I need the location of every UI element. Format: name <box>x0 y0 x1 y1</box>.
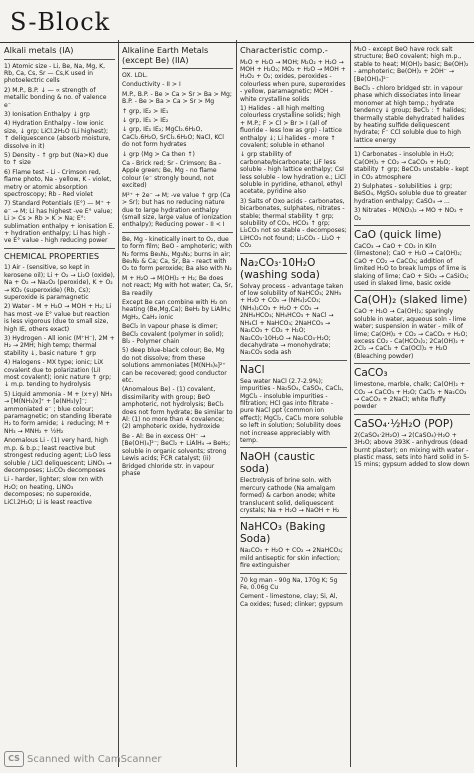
divider <box>240 360 347 361</box>
note-item: 2(CaSO₄·2H₂O) → 2(CaSO₄)·H₂O + 3H₂O; above 393K - anhydrous (dead burnt plaster); on mixing with water - plastic mass, sets into hard solid in 5-15 mins; gypsum added to slow down <box>354 431 470 469</box>
note-item: 2) Water - M + H₂O → MOH + H₂; Li has most -ve E° value but reaction is less vigorous (due to small size, high IE, others exact) <box>4 303 112 333</box>
note-item: M²⁺ + 2e⁻ → M; -ve value ↑ grp (Ca > Sr); but has no reducing nature due to large hydration enthalpy (small size, large value of ionization enthalpy); Reducing power - II < I <box>122 191 232 229</box>
compounds-header: Characteristic comp.- <box>240 46 328 55</box>
note-item: ↓ grp, IE₁ > IE₂ <box>122 117 169 125</box>
sodium-carbonate-header: Na₂CO₃·10H₂O (washing soda) <box>240 256 320 281</box>
divider <box>122 68 233 69</box>
note-item: 5) Density - ↑ grp but (Na>K) due to ↑ size <box>4 151 109 167</box>
divider <box>122 232 233 233</box>
note-item: CaCO₃ → CaO + CO₂ in Kiln (limestone); CaO + H₂O → Ca(OH)₂; CaO + CO₂ → CaCO₃; addition of limited H₂O to break lumps of lime is slaking of lime; CaO + SiO₂ → CaSiO₃; used in slaked lime, basic oxide <box>354 242 469 287</box>
note-item: Li - harder, lighter; slow rxn with H₂O; on heating, LiNO₃ decomposes; no superoxide, LiCl.2H₂O; Li is least reactive <box>4 476 104 506</box>
note-item: Na₂CO₃ + H₂O + CO₂ → 2NaHCO₃; mild antiseptic for skin infection; fire extinguisher <box>240 547 343 570</box>
note-item: BeCl₂ - chloro bridged str. in vapour phase which dissociates into linear monomer at high temp.; hydrate tendency ↓ group; BeCl₂ : ↑ halides; thermally stable dehydrated halides by heating sulfide deliquescent hydrate; F⁻ CCl soluble due to high lattice energy <box>354 85 467 144</box>
note-item: 70 kg man - 90g Na, 170g K; 5g Fe, 0.06g Cu <box>240 576 338 592</box>
divider <box>4 59 115 60</box>
chemical-properties-header: CHEMICAL PROPERTIES <box>4 250 100 261</box>
alkali-header: Alkali metals (IA) <box>4 46 74 55</box>
note-item: 3) Hydrogen - All ionic (M⁺H⁻), 2M + H₂ → 2MH; high temp; thermal stability ↓, basic nature ↑ grp <box>4 335 115 357</box>
note-item: 2) Sulphates - solubilities ↓ grp; BeSO₄, MgSO₄ soluble due to greater hydration enthalpy; CaSO₄ → ... <box>354 182 467 205</box>
note-item: OX. LDL. <box>122 72 148 79</box>
note-item: Anomalous Li - (1) very hard, high m.p. & b.p.; least reactive but strongest reducing agent; Li₂O less soluble / LiCl deliquescent; LiNO₃ → decomposes; Li₂CO₃ decomposes <box>4 437 112 474</box>
note-item: BeCl₂ in vapour phase is dimer; BeCl₂ covalent (polymer in solid); Bl₂ - Polymer chain <box>122 323 224 345</box>
note-item: 3) Salts of Oxo acids - carbonates, bicarbonates, sulphates, nitrates - stable; thermal stability ↑ grp; solubility of CO₃, HCO₃ ↑ grp; Li₂CO₃ not so stable - decomposes; LiHCO₃ not found; Li₂CO₃ - Li₂O + CO₂ <box>240 197 347 250</box>
page-title: S-Block <box>10 8 111 36</box>
note-item: 1) Air - (sensitive, so kept in kerosene oil); Li + O₂ → Li₂O (oxide), Na + O₂ → Na₂O₂ (peroxide), K + O₂ → KO₂ (superoxide) (Rb, Cs); superoxide is paramagnetic <box>4 264 115 301</box>
note-item: Ca - Brick red; Sr - Crimson; Ba - Apple green; Be, Mg - no flame colour (e⁻ strongly bound, not excited) <box>122 160 221 190</box>
note-item: M₂O + H₂O → MOH; M₂O₂ + H₂O → MOH + H₂O₂; MO₂ + H₂O → MOH + H₂O₂ + O₂; oxides, peroxides - colourless when pure, superoxides - yellow, paramagnetic; MOH - white crystalline solids <box>240 58 346 103</box>
alkali-column <box>4 46 115 768</box>
title-divider <box>0 42 474 43</box>
plaster-of-paris-header: CaSO₄·½H₂O (POP) <box>354 417 454 430</box>
divider <box>240 447 347 448</box>
note-item: Electrolysis of brine soln. with mercury cathode (Na amalgam formed) & carbon anode; white translucent solid, deliquescent crystals; Na + H₂O → NaOH + H₂ <box>240 477 340 514</box>
note-item: 1) Atomic size - Li, Be, Na, Mg, K, Rb, Ca, Cs, Sr — Cs,K used in photoelectric cells <box>4 62 106 85</box>
divider <box>354 363 470 364</box>
note-item: 5) Liquid ammonia - M + (x+y) NH₃ → [M(NH₃)x]⁺ + [e(NH₃)y]⁻; ammoniated e⁻ ; blue colour; paramagnetic; on standing liberate H₂ to form amide; ↓ reducing; M + NH₃ → MNH₂ + ½H₂ <box>4 390 113 435</box>
note-item: 4) Halogens - MX type; ionic; LiX covalent due to polarization (LiI most covalent); ionic nature ↑ grp; ↓ m.p. tending to hydrolysis <box>4 359 112 389</box>
camscanner-watermark <box>4 751 162 767</box>
note-item: 2) M.P., B.P. ↓ — ∝ strength of metallic bonding & no. of valence e⁻ <box>4 86 107 109</box>
note-item: 6) Flame test - Li - Crimson red, flame photo, Na - yellow, K - violet, metry or atomic absorption spectroscopy; Rb - Red violet <box>4 168 112 198</box>
note-item: 1) Carbonates - insoluble in H₂O; Ca(OH)₂ + CO₂ → CaCO₃ + H₂O; stability ↑ grp; BeCO₃ unstable - kept in CO₂ atmosphere <box>354 151 469 181</box>
alkaline-header: Alkaline Earth Metals (except Be) (IIA) <box>122 46 209 65</box>
sodium-bicarbonate-header: NaHCO₃ (Baking Soda) <box>240 521 326 546</box>
note-item: 1) Halides - all high melting colourless crystalline solids; high + M.P.; F > Cl > Br > I (all of fluoride - less low as grp) - lattice enthalpy ↓; Li halides - more ↑ covalent; soluble in ethanol <box>240 104 342 149</box>
note-item: Except Be can combine with H₂ on heating (Be,Mg,Ca); BeH₂ by LiAlH₄; MgH₂, CaH₂ ionic <box>122 298 232 321</box>
column-divider-1 <box>118 40 119 767</box>
note-item: ↓ grp (Mg > Ca then ↑) <box>122 150 195 158</box>
note-item: M₂O - except BeO have rock salt structure; BeO covalent; high m.p., stable to heat; M(OH)₂ basic; Be(OH)₂ - amphoteric; Be(OH)₂ + 2OH⁻ → [Be(OH)₄]²⁻ <box>354 46 469 83</box>
note-item: ↓ grp stability of carbonate/bicarbonate; LiF less soluble - high lattice enthalpy; CsI less soluble - low hydration e.; LiCl soluble in pyridine, ethanol, ethyl acetate, pyridine also <box>240 151 346 196</box>
note-item: ↑ grp, IE₂ > IE₁ <box>122 107 169 115</box>
divider <box>354 147 470 148</box>
compounds-column <box>240 46 347 768</box>
calcium-oxide-header: CaO (quick lime) <box>354 228 442 241</box>
note-item: Cement - limestone, clay; Si, Al, Ca oxides; fused; clinker; gypsum <box>240 593 343 608</box>
calcium-hydroxide-header: Ca(OH)₂ (slaked lime) <box>354 294 468 307</box>
note-item: 7) Standard Potentials (E°) — M⁺ + e⁻ → M; Li has highest -ve E° value; Li > Cs > Rb > K > Na; E°: sublimation enthalpy + ionisation E. + hydration enthalpy; Li has high -ve E° value - high reducing power <box>4 200 115 245</box>
divider <box>240 573 347 574</box>
alkaline-compounds-column <box>354 46 470 746</box>
note-item: Solvay process - advantage taken of low solubility of NaHCO₃; 2NH₃ + H₂O + CO₂ → (NH₄)₂CO₃; (NH₄)₂CO₃ + H₂O + CO₂ → 2NH₄HCO₃; NH₄HCO₃ + NaCl → NH₄Cl + NaHCO₃; 2NaHCO₃ → Na₂CO₃ + CO₂ + H₂O; Na₂CO₃·10H₂O → Na₂CO₃·H₂O; decahydrate → monohydrate; Na₂CO₃ soda ash <box>240 282 344 357</box>
divider <box>354 225 470 226</box>
camscanner-logo-icon: CS <box>4 751 24 767</box>
divider <box>354 290 470 291</box>
divider <box>240 517 347 518</box>
divider <box>4 248 115 249</box>
note-item: Be, Mg - kinetically inert to O₂, due to form film; BeO - amphoteric; with N₂ forms Be₃N₂, Mg₃N₂; burns in air; Be₃N₂ & Ca; Ca, Sr, Ba - react with O₂ to form peroxide; Ba also with N₂ <box>122 235 233 273</box>
note-item: Be - Al: Be in excess OH⁻ → [Be(OH)₄]²⁻; BeCl₂ + LiAlH₄ → BeH₂; soluble in organic solvents; strong Lewis acids; FCR catalyst; (ii) Bridged chloride str. in vapour phase <box>122 432 231 477</box>
note-item: limestone, marble, chalk; Ca(OH)₂ + CO₂ → CaCO₃ + H₂O; CaCl₂ + Na₂CO₃ → CaCO₃ + 2NaCl; white fluffy powder <box>354 381 467 411</box>
note-item: 5) deep blue-black colour; Be, Mg do not dissolve; from these solutions ammoniates [M(NH₃)₆]²⁺ can be recovered; good conductor etc. <box>122 347 227 385</box>
divider <box>354 414 470 415</box>
note-item: M.P., B.P. - Be > Ca > Sr > Ba > Mg; B.P. - Be > Ba > Ca > Sr > Mg <box>122 90 232 106</box>
alkaline-column <box>122 46 233 768</box>
note-item: Sea water NaCl (2.7-2.9%); impurities - Na₂SO₄, CaSO₄, CaCl₂, MgCl₂ - insoluble impurities - filtration; HCl gas into filtrate - pure NaCl ppt (common ion effect); MgCl₂, CaCl₂ more soluble so left in solution; Solubility does not increase appreciably with temp. <box>240 377 344 444</box>
note-item: ↓ grp, IE₁ IE₂; MgCl₂.6H₂O, CaCl₂.6H₂O, SrCl₂.6H₂O; NaCl, KCl do not form hydrates <box>122 126 225 149</box>
divider <box>240 253 347 254</box>
note-item: M + H₂O → M(OH)₂ + H₂; Be does not react; Mg with hot water; Ca, Sr, Ba readily <box>122 274 233 297</box>
column-divider-2 <box>236 40 237 767</box>
note-item: CaO + H₂O → Ca(OH)₂; sparingly soluble in water, aqueous soln - lime water; suspension in water - milk of lime; Ca(OH)₂ + CO₂ → CaCO₃ + H₂O; excess CO₂ - Ca(HCO₃)₂; 2Ca(OH)₂ + 2Cl₂ → CaCl₂ + Ca(OCl)₂ + H₂O (Bleaching powder) <box>354 308 468 360</box>
calcium-carbonate-header: CaCO₃ <box>354 367 388 380</box>
note-item: 3) Nitrates - M(NO₃)₂ → MO + NO₂ + O₂ <box>354 207 464 222</box>
note-item: 4) Hydration Enthalpy - low ionic size, ↓ grp; LiCl.2H₂O (Li highest); ↑ deliquescence (absorb moisture, dissolve in it) <box>4 120 111 150</box>
watermark-text: Scanned with CamScanner <box>27 753 162 765</box>
column-divider-3 <box>350 40 351 767</box>
sodium-hydroxide-header: NaOH (caustic soda) <box>240 451 316 476</box>
note-item: 3) Ionisation Enthalpy ↓ grp <box>4 110 90 118</box>
note-item: Conductivity - II > I <box>122 81 181 89</box>
sodium-chloride-header: NaCl <box>240 363 265 376</box>
note-item: (Anomalous Be) - (1) covalent, dissimilarity with group; BeO amphoteric, not hydrolysis; BeCl₂ does not form hydrate; Be similar to Al: (1) no more than 4 covalence; (2) amphoteric oxide, hydroxide <box>122 386 233 431</box>
